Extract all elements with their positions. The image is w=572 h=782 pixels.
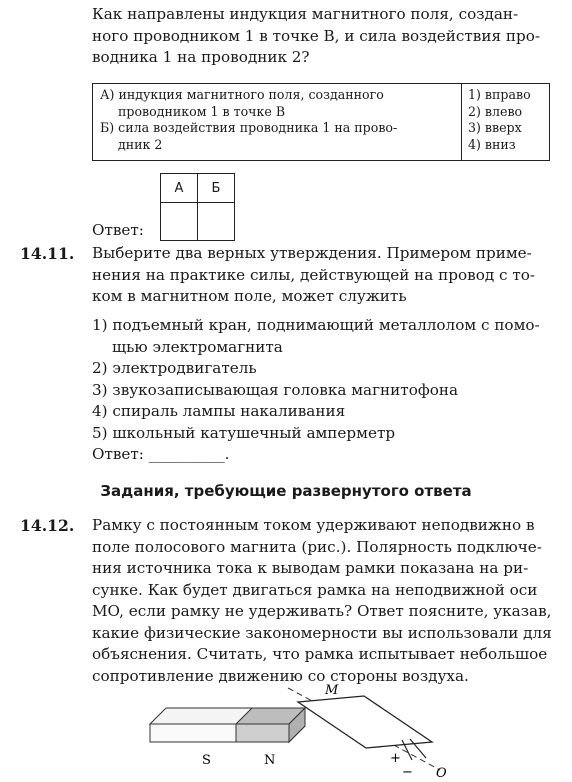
- text-line: сопротивление движению со стороны воздуха.: [92, 666, 469, 685]
- question-text: [92, 4, 548, 69]
- quantity-a-line: А) индукция магнитного поля, созданного: [100, 87, 384, 102]
- list-item: 1) подъемный кран, поднимающий металлолом с помо-: [92, 316, 540, 334]
- quantity-b-line: дник 2: [118, 136, 163, 152]
- question-number: 14.12.: [20, 516, 75, 535]
- answer-cell-b[interactable]: [198, 203, 235, 241]
- options-list: [92, 315, 548, 466]
- text-line: Как направлены индукция магнитного поля, создан-: [92, 5, 519, 23]
- north-pole-label: N: [264, 753, 276, 768]
- answer-line: Ответ: __________.: [92, 445, 230, 463]
- axis-label-o: O: [436, 766, 447, 780]
- terminal-minus: −: [402, 765, 413, 780]
- axis-label-m: M: [325, 683, 339, 698]
- text-line: нения на практике силы, действующей на провод с то-: [92, 265, 536, 284]
- answer-label: Ответ:: [92, 221, 144, 239]
- option-right: 1) вправо: [468, 87, 531, 102]
- question-text: [92, 243, 548, 308]
- text-line: водника 1 на проводник 2?: [92, 48, 310, 66]
- matching-table: [92, 83, 550, 161]
- text-line: сунке. Как будет двигаться рамка на неподвижной оси: [92, 580, 538, 599]
- text-line: Выберите два верных утверждения. Примером приме-: [92, 244, 532, 262]
- answer-grid: [160, 173, 235, 241]
- quantity-a-line: проводником 1 в точке B: [118, 103, 286, 119]
- quantity-b-line: Б) сила воздействия проводника 1 на прово-: [100, 120, 398, 135]
- list-item: 4) спираль лампы накаливания: [92, 402, 346, 420]
- text-line: поле полосового магнита (рис.). Полярность подключе-: [92, 537, 542, 556]
- text-line: Рамку с постоянным током удерживают неподвижно в: [92, 516, 535, 534]
- text-line: объяснения. Считать, что рамка испытывает небольшое: [92, 645, 548, 663]
- matching-quantities: [93, 84, 462, 161]
- answer-header-a: А: [161, 174, 198, 203]
- north-pole-face: [236, 724, 289, 742]
- option-left: 2) влево: [468, 103, 523, 119]
- list-item: 5) школьный катушечный амперметр: [92, 423, 396, 442]
- text-line: MO, если рамку не удерживать? Ответ поясните, указав,: [92, 602, 552, 620]
- bar-magnet: [150, 708, 305, 742]
- matching-options: [462, 84, 550, 161]
- question-text: [92, 515, 552, 687]
- text-line: какие физические закономерности вы использовали для: [92, 623, 552, 642]
- answer-header-b: Б: [198, 174, 235, 203]
- text-line: ком в магнитном поле, может служить: [92, 287, 407, 305]
- south-pole-label: S: [202, 753, 211, 768]
- option-down: 4) вниз: [468, 136, 516, 152]
- text-line: ного проводником 1 в точке B, и сила воздействия про-: [92, 26, 540, 45]
- list-item: щью электромагнита: [112, 337, 283, 356]
- text-line: ния источника тока к выводам рамки показана на ри-: [92, 559, 529, 577]
- question-number: 14.11.: [20, 244, 75, 263]
- list-item: 2) электродвигатель: [92, 359, 257, 377]
- magnet-frame-figure: [140, 680, 460, 780]
- current-frame: [298, 696, 432, 748]
- answer-cell-a[interactable]: [161, 203, 198, 241]
- list-item: 3) звукозаписывающая головка магнитофона: [92, 380, 459, 399]
- section-heading: Задания, требующие развернутого ответа: [100, 482, 472, 500]
- option-up: 3) вверх: [468, 120, 522, 135]
- terminal-plus: +: [390, 751, 401, 766]
